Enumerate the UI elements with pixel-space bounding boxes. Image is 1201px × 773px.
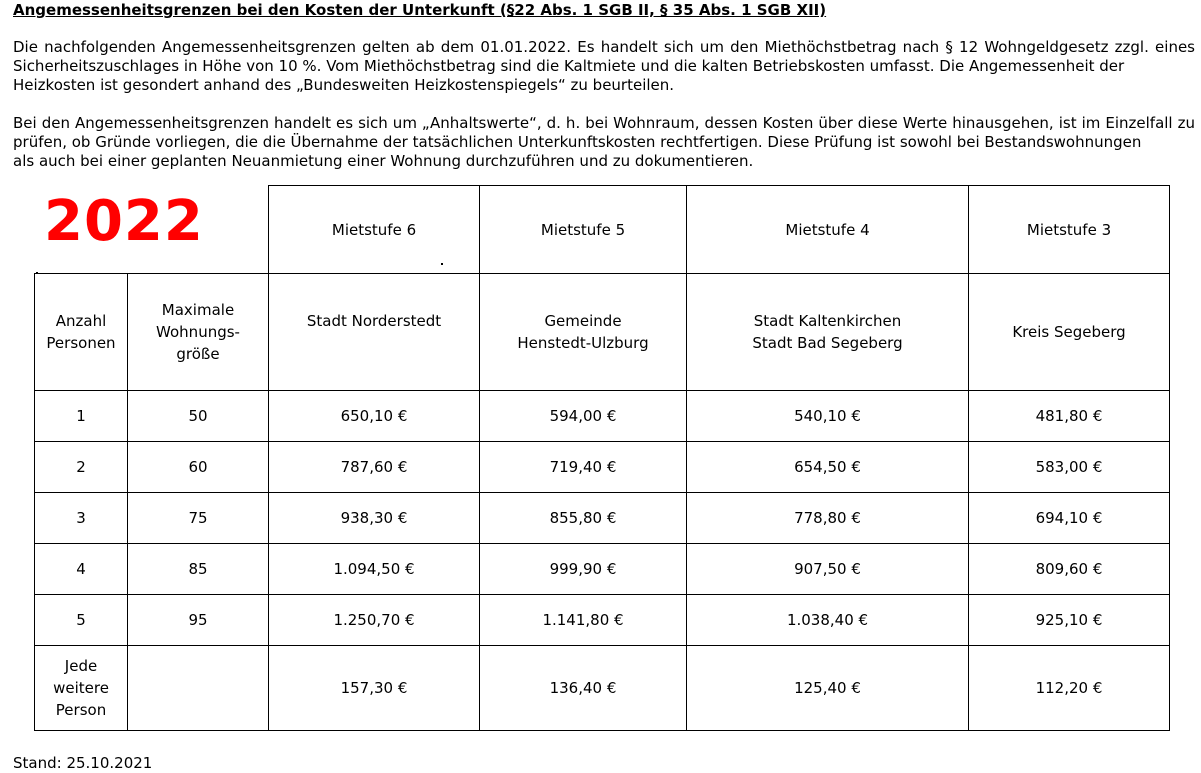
region-header-line: Stadt Bad Segeberg (752, 334, 903, 352)
stand-date: Stand: 25.10.2021 (13, 754, 153, 772)
extra-person-label-line: weitere (53, 679, 109, 697)
persons-header-line: Anzahl (55, 312, 107, 330)
region-header-norderstedt (269, 274, 480, 391)
persons-header (35, 274, 128, 391)
value-cell: 157,30 € (269, 646, 480, 731)
value-cell: 778,80 € (687, 493, 969, 544)
paragraph-anhaltswerte (13, 114, 1195, 171)
size-cell (128, 646, 269, 731)
value-cell: 907,50 € (687, 544, 969, 595)
document-heading: Angemessenheitsgrenzen bei den Kosten der Unterkunft (§22 Abs. 1 SGB II, § 35 Abs. 1 SGB XII) (13, 1, 827, 19)
value-cell: 787,60 € (269, 442, 480, 493)
blank-cell (128, 186, 269, 274)
mietstufe-header: Mietstufe 5 (480, 186, 687, 274)
value-cell: 855,80 € (480, 493, 687, 544)
table-row (35, 544, 1170, 595)
region-header-line: Henstedt-Ulzburg (517, 334, 649, 352)
table-row (35, 493, 1170, 544)
value-cell: 999,90 € (480, 544, 687, 595)
persons-cell: 4 (35, 544, 128, 595)
value-cell: 1.094,50 € (269, 544, 480, 595)
size-cell: 50 (128, 391, 269, 442)
extra-person-label-line: Person (55, 701, 107, 719)
value-cell: 1.038,40 € (687, 595, 969, 646)
region-header-kaltenkirchen-bad-segeberg (687, 274, 969, 391)
mietstufe-row (35, 186, 1170, 274)
limits-table (34, 185, 1170, 731)
value-cell: 1.141,80 € (480, 595, 687, 646)
value-cell: 583,00 € (969, 442, 1170, 493)
persons-cell: 1 (35, 391, 128, 442)
value-cell: 694,10 € (969, 493, 1170, 544)
size-header-line: Maximale (161, 301, 235, 319)
year-label: 2022 (44, 189, 204, 254)
size-header-line: Wohnungs- (156, 323, 240, 341)
region-header-kreis-segeberg (969, 274, 1170, 391)
size-header (128, 274, 269, 391)
paragraph-validity-line2: Heizkosten ist gesondert anhand des „Bundesweiten Heizkostenspiegels“ zu beurteilen. (13, 76, 675, 94)
table-row (35, 442, 1170, 493)
size-cell: 60 (128, 442, 269, 493)
value-cell: 481,80 € (969, 391, 1170, 442)
table-row (35, 391, 1170, 442)
size-header-line: größe (176, 345, 220, 363)
paragraph-validity-line1: Die nachfolgenden Angemessenheitsgrenzen gelten ab dem 01.01.2022. Es handelt sich um den Miethöchstbetrag nach § 12 Wohngeldgesetz zzgl. eines Sicherheitszuschlages in Höhe von 10 %. Vom Miethöchstbetrag sind die Kaltmiete und die kalten Betriebskosten umfasst. Die Angemessenheit der (13, 38, 1195, 75)
region-header-line: Stadt Kaltenkirchen (753, 312, 902, 330)
value-cell: 112,20 € (969, 646, 1170, 731)
extra-person-label-line: Jede (64, 657, 98, 675)
blank-cell (35, 186, 128, 274)
mietstufe-header: Mietstufe 6 (269, 186, 480, 274)
value-cell: 594,00 € (480, 391, 687, 442)
value-cell: 136,40 € (480, 646, 687, 731)
extra-person-row (35, 646, 1170, 731)
value-cell: 125,40 € (687, 646, 969, 731)
persons-cell: 5 (35, 595, 128, 646)
extra-person-label (35, 646, 128, 731)
value-cell: 938,30 € (269, 493, 480, 544)
value-cell: 719,40 € (480, 442, 687, 493)
value-cell: 809,60 € (969, 544, 1170, 595)
value-cell: 540,10 € (687, 391, 969, 442)
value-cell: 1.250,70 € (269, 595, 480, 646)
paragraph-anhaltswerte-line2: als auch bei einer geplanten Neuanmietung einer Wohnung durchzuführen und zu dokumentieren. (13, 152, 754, 170)
value-cell: 925,10 € (969, 595, 1170, 646)
size-cell: 75 (128, 493, 269, 544)
paragraph-validity (13, 38, 1195, 95)
region-header-line: Stadt Norderstedt (306, 312, 442, 330)
mietstufe-header: Mietstufe 3 (969, 186, 1170, 274)
region-header-line: Gemeinde (544, 312, 622, 330)
mietstufe-header: Mietstufe 4 (687, 186, 969, 274)
value-cell: 654,50 € (687, 442, 969, 493)
region-header-henstedt-ulzburg (480, 274, 687, 391)
region-header-line: Kreis Segeberg (1012, 323, 1126, 341)
persons-cell: 2 (35, 442, 128, 493)
size-cell: 95 (128, 595, 269, 646)
size-cell: 85 (128, 544, 269, 595)
persons-cell: 3 (35, 493, 128, 544)
paragraph-anhaltswerte-line1: Bei den Angemessenheitsgrenzen handelt es sich um „Anhaltswerte“, d. h. bei Wohnraum, dessen Kosten über diese Werte hinausgehen, ist im Einzelfall zu prüfen, ob Gründe vorliegen, die die Übernahme der tatsächlichen Unterkunftskosten rechtfertigen. Diese Prüfung ist sowohl bei Bestandswohnungen (13, 114, 1195, 151)
region-header-row (35, 274, 1170, 391)
persons-header-line: Personen (46, 334, 116, 352)
table-row (35, 595, 1170, 646)
value-cell: 650,10 € (269, 391, 480, 442)
